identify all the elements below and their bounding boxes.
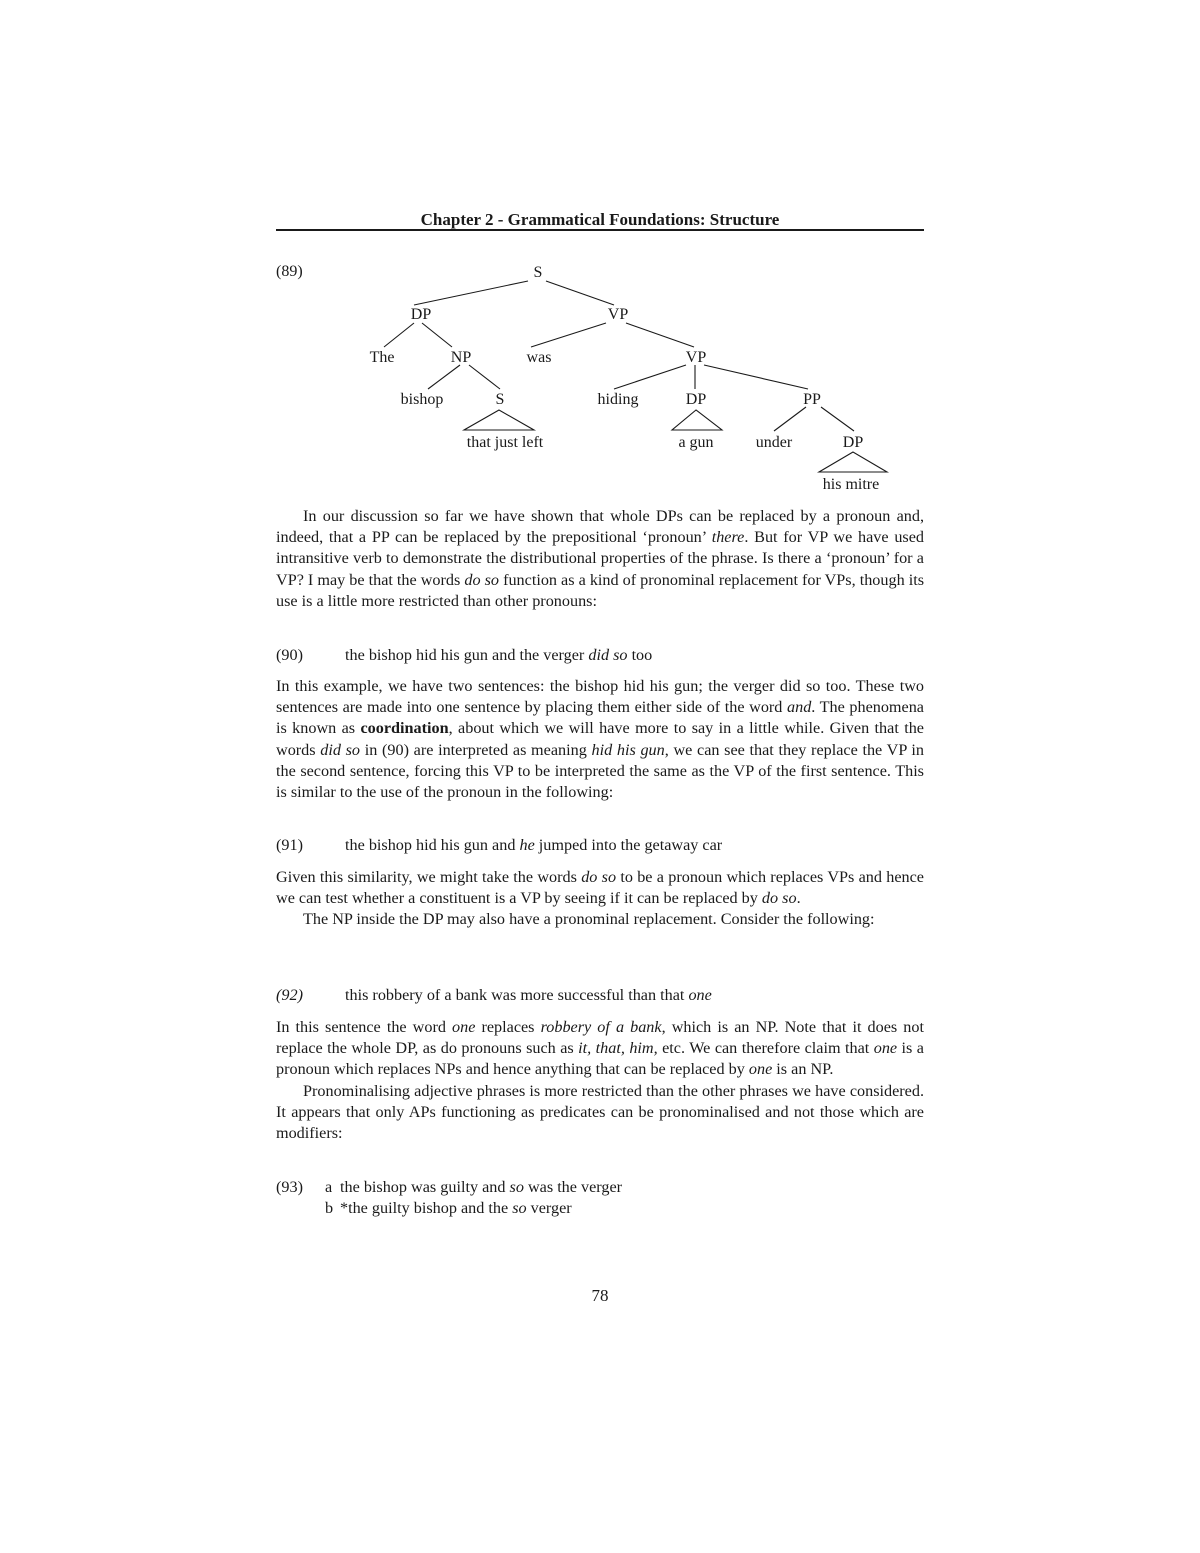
example-text-90: the bishop hid his gun and the verger did so too (345, 646, 653, 664)
example-93a-text: the bishop was guilty and so was the verger (340, 1178, 623, 1196)
node-under: under (755, 434, 793, 451)
example-number-93: (93) (276, 1178, 303, 1196)
paragraph-4: The NP inside the DP may also have a pronominal replacement. Consider the following: (303, 910, 875, 929)
example-number-92: (92) (276, 986, 303, 1004)
example-number-90: (90) (276, 646, 303, 664)
example-text-92: this robbery of a bank was more successful than that one (345, 986, 712, 1004)
node-vp: VP (607, 306, 629, 323)
node-dp2: DP (685, 391, 707, 408)
branch-np-s (469, 365, 500, 389)
branch-s-dp (414, 281, 528, 305)
node-bishop: bishop (400, 391, 444, 408)
branch-dp-the (384, 323, 414, 347)
node-np: NP (450, 349, 472, 366)
paragraph-3: Given this similarity, we might take the words do so to be a pronoun which replaces VPs and hence we can test whether a constituent is a VP by seeing if it can be replaced by do so. The NP inside the DP may also have a pronominal replacement. Consider the following: (276, 867, 924, 931)
triangle-dp3 (819, 452, 887, 472)
paragraph-1: In our discussion so far we have shown that whole DPs can be replaced by a pronoun and, indeed, that a PP can be replaced by the prepositional ‘pronoun’ there. But for VP we have used intransitive verb to demonstrate the distributional properties of the phrase. Is there a ‘pronoun’ for a VP? I may be that the words do so function as a kind of pronominal replacement for VPs, though its use is a little more restricted than other pronouns: (276, 507, 925, 610)
header-rule (276, 229, 924, 231)
node-dp3: DP (842, 434, 864, 451)
node-the: The (369, 349, 395, 366)
node-pp: PP (803, 391, 821, 408)
triangle-dp2 (672, 410, 722, 430)
node-his-mitre: his mitre (822, 476, 880, 493)
branch-np-bishop (428, 365, 460, 389)
branch-vp2-hiding (614, 365, 686, 389)
triangle-s-rel (464, 410, 534, 430)
example-number-91: (91) (276, 836, 303, 854)
chapter-header: Chapter 2 - Grammatical Foundations: Structure (420, 210, 780, 229)
example-93a-label: a (325, 1178, 333, 1196)
branch-vp-vp2 (626, 323, 694, 347)
branch-pp-under (774, 407, 806, 431)
syntax-tree-89 (276, 255, 924, 500)
example-93b-text: *the guilty bishop and the so verger (340, 1199, 572, 1217)
node-hiding: hiding (597, 391, 639, 408)
branch-dp-np (422, 323, 452, 347)
node-s-rel: S (495, 391, 505, 408)
node-dp: DP (410, 306, 432, 323)
paragraph-5: In this sentence the word one replaces robbery of a bank, which is an NP. Note that it does not replace the whole DP, as do pronouns such as it, that, him, etc. We can therefore claim that one is a pronoun which replaces NPs and hence anything that can be replaced by one is an NP. Pronominalising adjective phrases is more restricted than the other phrases we have considered. It appears that only APs functioning as predicates can be pronominalised and not those which are modifiers: (276, 1017, 924, 1144)
node-vp2: VP (685, 349, 707, 366)
node-s-root: S (533, 264, 543, 281)
branch-vp-was (531, 323, 606, 347)
branch-pp-dp3 (821, 407, 854, 431)
paragraph-2: In this example, we have two sentences: the bishop hid his gun; the verger did so too. These two sentences are made into one sentence by placing them either side of the word and. The phenomena is known as coordination, about which we will have more to say in a little while. Given that the words did so in (90) are interpreted as meaning hid his gun, we can see that they replace the VP in the second sentence, forcing this VP to be interpreted the same as the VP of the first sentence. This is similar to the use of the pronoun in the following: (276, 677, 924, 802)
node-that-just-left: that just left (466, 434, 544, 451)
node-a-gun: a gun (678, 434, 714, 451)
example-93b-label: b (325, 1199, 334, 1217)
example-text-91: the bishop hid his gun and he jumped into the getaway car (345, 836, 723, 854)
node-was: was (526, 349, 552, 366)
page-number: 78 (591, 1286, 609, 1305)
example-number-89: (89) (276, 263, 303, 280)
branch-vp2-pp (704, 365, 808, 389)
branch-s-vp (546, 281, 614, 305)
paragraph-6: Pronominalising adjective phrases is more restricted than the other phrases we have considered. It appears that only APs functioning as predicates can be pronominalised and not those which are modifiers: (276, 1081, 924, 1143)
